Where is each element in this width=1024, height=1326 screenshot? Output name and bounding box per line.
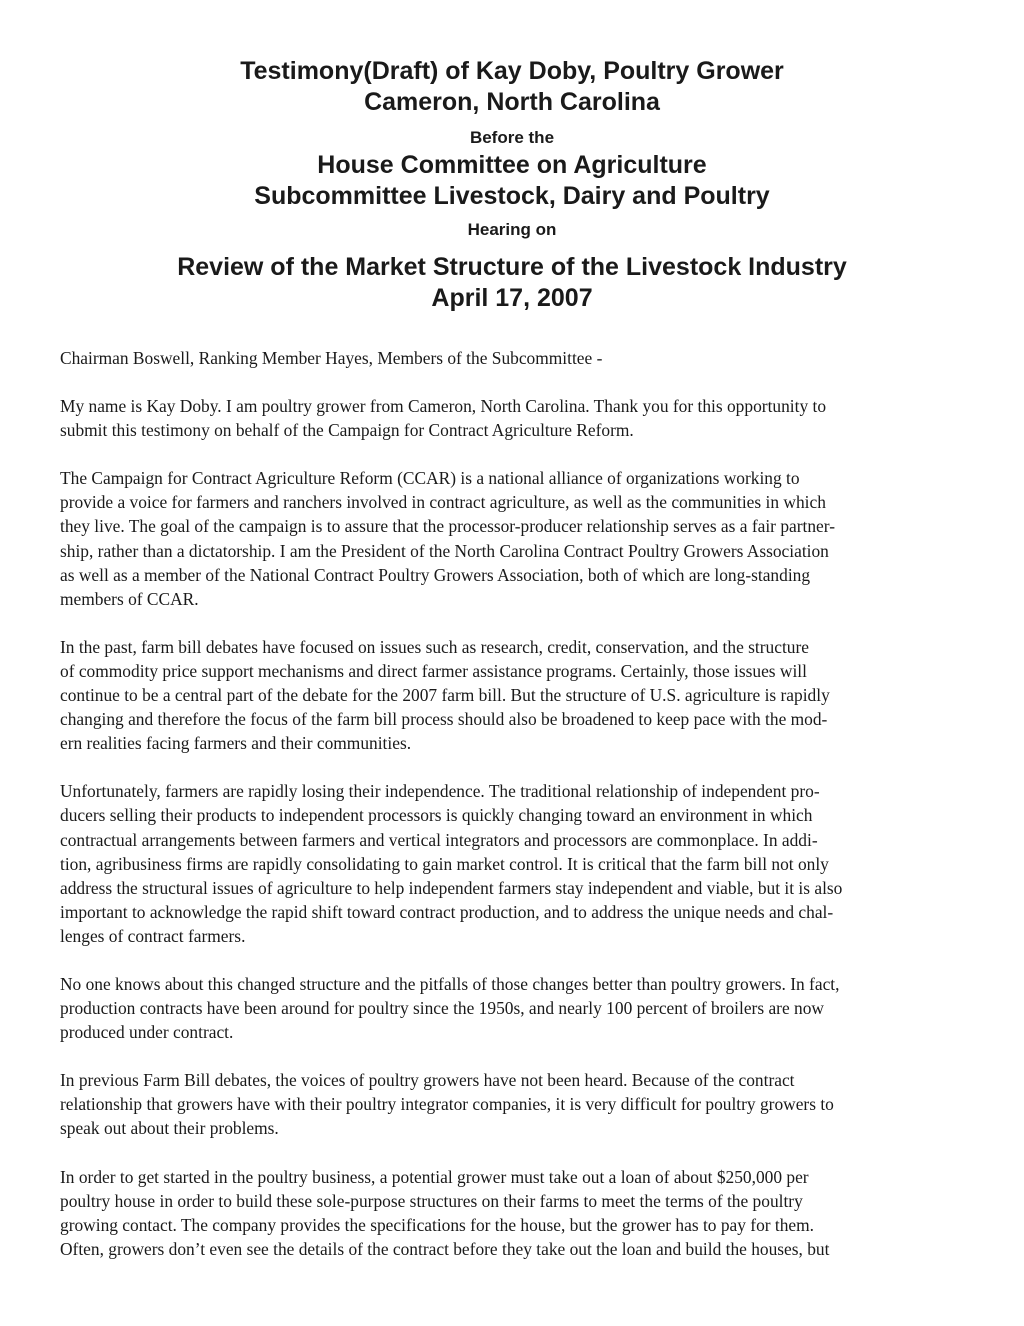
paragraph-poultry-contracts bbox=[60, 972, 970, 1044]
paragraph-line: address the structural issues of agriculture to help independent farmers stay independent and viable, but it is also bbox=[60, 877, 843, 898]
committee-name: House Committee on Agriculture bbox=[317, 151, 707, 179]
paragraph-line: ducers selling their products to independent processors is quickly changing toward an environment in which bbox=[60, 805, 813, 826]
paragraph-line: The Campaign for Contract Agriculture Reform (CCAR) is a national alliance of organizations working to bbox=[60, 468, 800, 489]
paragraph-farm-bill-history bbox=[60, 635, 970, 755]
paragraph-line: submit this testimony on behalf of the Campaign for Contract Agriculture Reform. bbox=[60, 420, 634, 441]
paragraph-line: Chairman Boswell, Ranking Member Hayes, Members of the Subcommittee - bbox=[60, 348, 603, 368]
paragraph-line: In order to get started in the poultry business, a potential grower must take out a loan of about $250,000 per bbox=[60, 1166, 809, 1187]
testimony-title: Testimony(Draft) of Kay Doby, Poultry Grower bbox=[240, 57, 784, 85]
hearing-on-label: Hearing on bbox=[467, 220, 557, 239]
paragraph-line: poultry house in order to build these sole-purpose structures on their farms to meet the terms of the poultry bbox=[60, 1190, 803, 1211]
subcommittee-name: Subcommittee Livestock, Dairy and Poultry bbox=[254, 182, 770, 210]
paragraph-line: ship, rather than a dictatorship. I am the President of the North Carolina Contract Poultry Growers Association bbox=[60, 540, 829, 561]
paragraph-introduction bbox=[60, 394, 970, 442]
hearing-date: April 17, 2007 bbox=[431, 284, 593, 312]
paragraph-independence bbox=[60, 779, 970, 948]
hearing-title: Review of the Market Structure of the Livestock Industry bbox=[177, 253, 847, 281]
paragraph-line: ern realities facing farmers and their communities. bbox=[60, 733, 412, 754]
paragraph-getting-started bbox=[60, 1165, 970, 1261]
paragraph-line: My name is Kay Doby. I am poultry grower from Cameron, North Carolina. Thank you for this opportunity to bbox=[60, 396, 827, 417]
document-header bbox=[0, 56, 1024, 314]
testimony-location: Cameron, North Carolina bbox=[364, 88, 660, 116]
paragraph-line: Often, growers don’t even see the details of the contract before they take out the loan and build the houses, but bbox=[60, 1238, 830, 1259]
paragraph-line: as well as a member of the National Contract Poultry Growers Association, both of which are long-standing bbox=[60, 564, 811, 585]
paragraph-line: of commodity price support mechanisms and direct farmer assistance programs. Certainly, those issues will bbox=[60, 660, 807, 681]
before-the-label: Before the bbox=[469, 128, 555, 147]
paragraph-line: contractual arrangements between farmers and vertical integrators and processors are commonplace. In addi- bbox=[60, 829, 818, 850]
paragraph-line: they live. The goal of the campaign is to assure that the processor-producer relationship serves as a fair partner- bbox=[60, 516, 836, 537]
paragraph-line: relationship that growers have with their poultry integrator companies, it is very difficult for poultry growers to bbox=[60, 1094, 834, 1115]
paragraph-line: speak out about their problems. bbox=[60, 1118, 279, 1139]
paragraph-line: production contracts have been around for poultry since the 1950s, and nearly 100 percent of broilers are now bbox=[60, 998, 824, 1019]
paragraph-line: changing and therefore the focus of the farm bill process should also be broadened to keep pace with the mod- bbox=[60, 709, 828, 730]
paragraph-line: In previous Farm Bill debates, the voices of poultry growers have not been heard. Because of the contract bbox=[60, 1070, 795, 1091]
paragraph-line: lenges of contract farmers. bbox=[60, 925, 246, 946]
paragraph-line: provide a voice for farmers and ranchers involved in contract agriculture, as well as the communities in which bbox=[60, 492, 826, 513]
paragraph-line: members of CCAR. bbox=[60, 588, 199, 609]
paragraph-line: growing contact. The company provides the specifications for the house, but the grower has to pay for them. bbox=[60, 1214, 815, 1235]
paragraph-growers-voices bbox=[60, 1068, 970, 1140]
paragraph-ccar bbox=[60, 466, 970, 611]
paragraph-line: No one knows about this changed structure and the pitfalls of those changes better than poultry growers. In fact, bbox=[60, 973, 840, 994]
paragraph-line: In the past, farm bill debates have focused on issues such as research, credit, conservation, and the structure bbox=[60, 636, 809, 657]
paragraph-line: produced under contract. bbox=[60, 1022, 234, 1043]
paragraph-line: Unfortunately, farmers are rapidly losing their independence. The traditional relationship of independent pro- bbox=[60, 781, 820, 802]
paragraph-salutation bbox=[60, 346, 970, 370]
paragraph-line: tion, agribusiness firms are rapidly consolidating to gain market control. It is critical that the farm bill not only bbox=[60, 853, 829, 874]
paragraph-line: important to acknowledge the rapid shift toward contract production, and to address the unique needs and chal- bbox=[60, 901, 834, 922]
paragraph-line: continue to be a central part of the debate for the 2007 farm bill. But the structure of U.S. agriculture is rapidly bbox=[60, 685, 830, 706]
testimony-body bbox=[60, 346, 970, 1285]
